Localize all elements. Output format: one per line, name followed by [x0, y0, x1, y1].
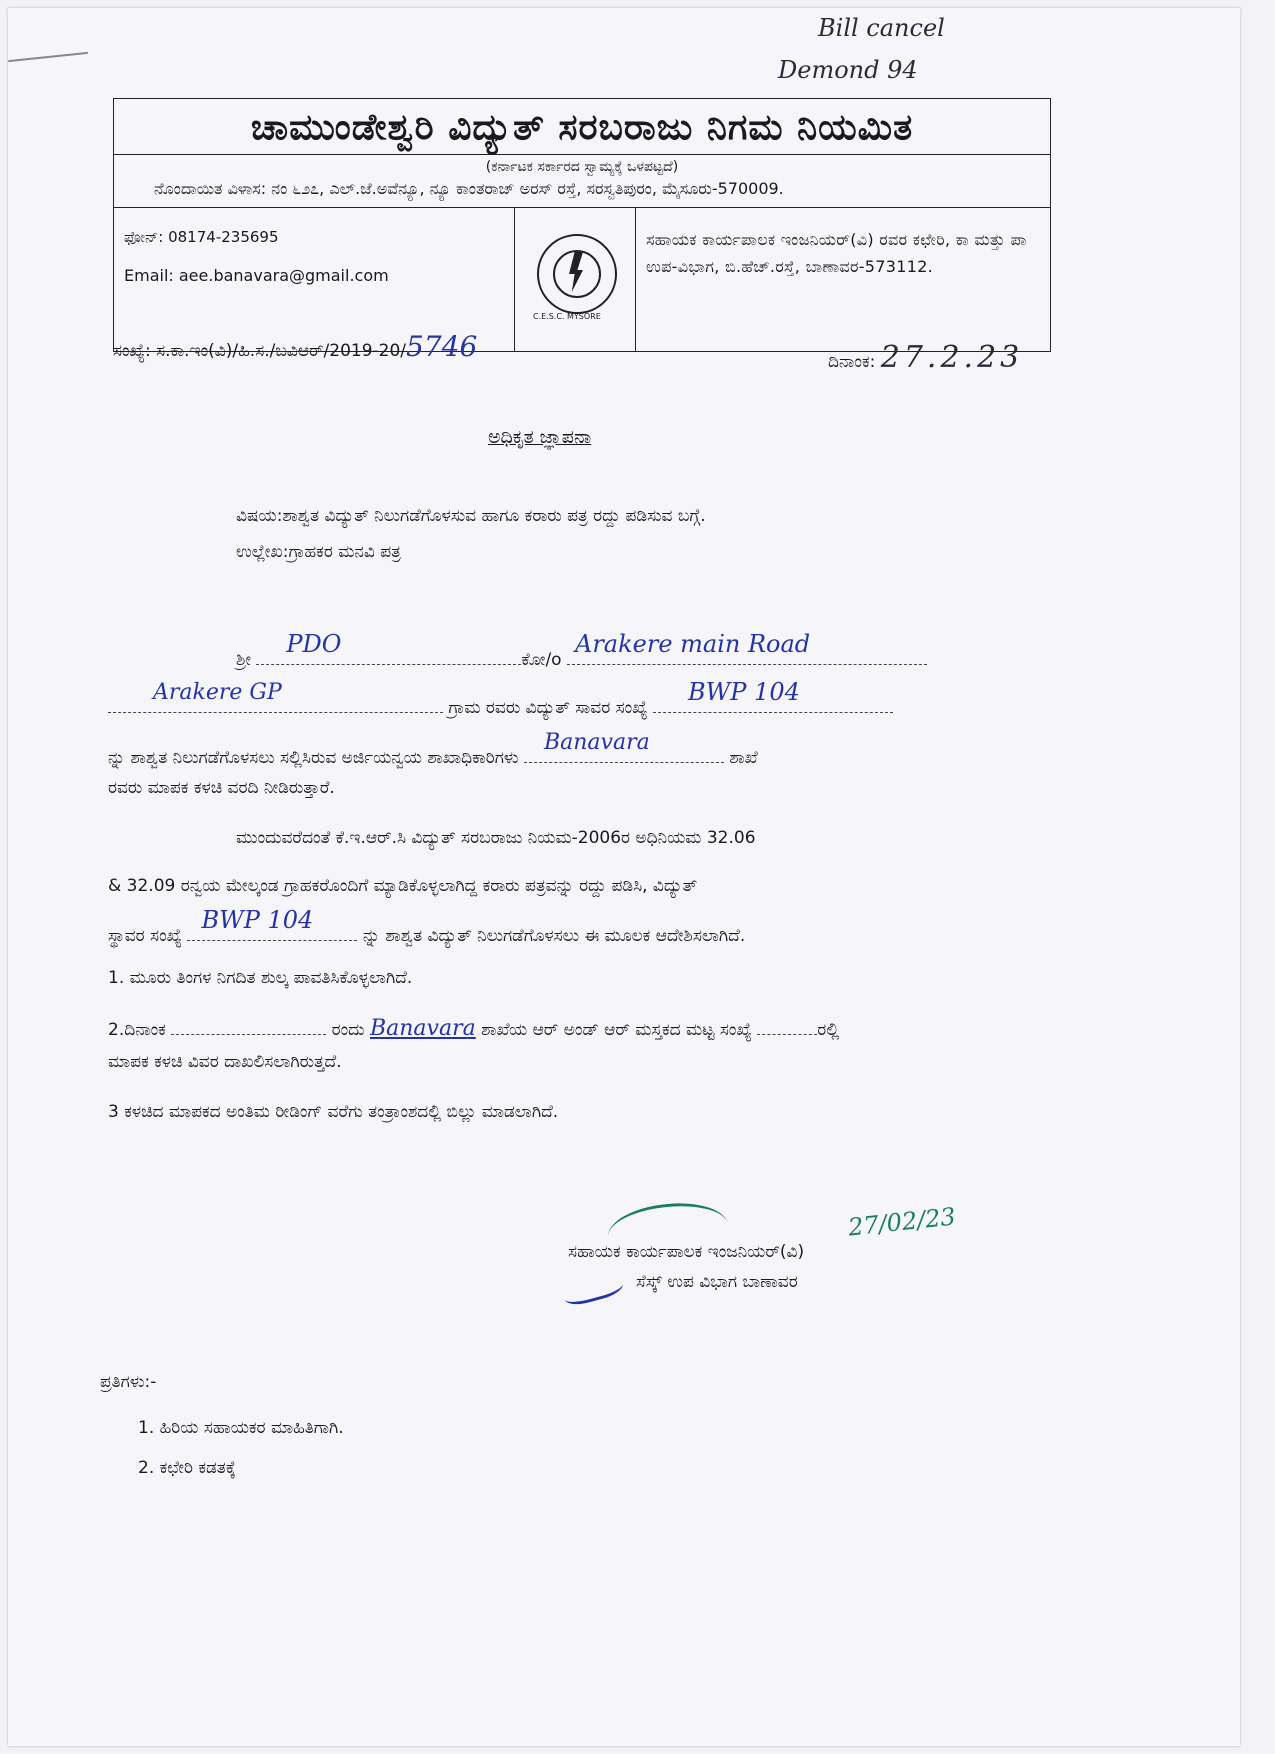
name-field [256, 630, 521, 665]
village-value: Arakere GP [153, 680, 282, 705]
point-2-mid: ರಂದು [331, 1020, 365, 1040]
village-suffix: ಗ್ರಾಮ ರವರು ವಿದ್ಯುತ್ ಸಾವರ ಸಂಖ್ಯೆ [448, 698, 648, 718]
paragraph-line3-prefix: ಸ್ಥಾವರ ಸಂಖ್ಯೆ [108, 926, 183, 946]
branch-field [524, 730, 724, 763]
company-name: ಚಾಮುಂಡೇಶ್ವರಿ ವಿದ್ಯುತ್ ಸರಬರಾಜು ನಿಗಮ ನಿಯಮಿತ [250, 107, 914, 148]
address-field [567, 630, 927, 665]
paragraph-installation-value: BWP 104 [201, 906, 314, 934]
signature-office: ಸೆಸ್ಕ್ ಉಪ ವಿಭಾಗ ಬಾಣಾವರ [636, 1272, 798, 1292]
point-2-prefix: 2.ದಿನಾಂಕ [108, 1020, 166, 1040]
signature-date: 27/02/23 [846, 1202, 957, 1242]
reference-number [113, 330, 477, 363]
memo-heading: ಅಧಿಕೃತ ಜ್ಞಾಪನಾ [488, 426, 592, 448]
reference-handwritten-number: 5746 [406, 330, 478, 363]
point-2-date-field [171, 1018, 326, 1035]
paragraph-line-2: & 32.09 ರನ್ವಯ ಮೇಲ್ಕಂಡ ಗ್ರಾಹಕರೊಂದಿಗೆ ಮ್ಯಾಡಿಕೊಳ್ಳಲಾಗಿದ್ದ ಕರಾರು ಪತ್ರವನ್ನು ರದ್ದು ಪಡಿಸಿ, ವಿದ್ಯುತ್ [108, 876, 698, 896]
initials-scribble [561, 1271, 625, 1309]
letterhead-address-row [114, 155, 1050, 208]
form-line-1 [236, 630, 927, 670]
email-address: Email: aee.banavara@gmail.com [124, 266, 389, 285]
copy-1: 1. ಹಿರಿಯ ಸಹಾಯಕರ ಮಾಹಿತಿಗಾಗಿ. [138, 1418, 344, 1438]
branch-suffix: ಶಾಖೆ [729, 748, 758, 768]
paragraph-line-1: ಮುಂದುವರೆದಂತೆ ಕೆ.ಇ.ಆರ್.ಸಿ ವಿದ್ಯುತ್ ಸರಬರಾಜು ನಿಯಮ-2006ರ ಅಧಿನಿಯಮ 32.06 [236, 828, 756, 848]
office-cell [636, 208, 1050, 351]
letterhead [113, 98, 1051, 352]
form-line-2 [108, 678, 893, 718]
date-block [828, 340, 1023, 375]
phone-number: ಫೋನ್: 08174-235695 [124, 228, 279, 246]
point-1: 1. ಮೂರು ತಿಂಗಳ ನಿಗದಿತ ಶುಲ್ಕ ಪಾವತಿಸಿಕೊಳ್ಳಲಾಗಿದೆ. [108, 968, 413, 988]
signature-designation: ಸಹಾಯಕ ಕಾರ್ಯಪಾಲಕ ಇಂಜನಿಯರ್(ವಿ) [568, 1242, 805, 1262]
point-2-suffix: ಶಾಖೆಯ ಆರ್ ಅಂಡ್ ಆರ್ ಮಸ್ತಕದ ಮಟ್ಟ ಸಂಖ್ಯೆ [481, 1020, 752, 1040]
logo-cell [515, 208, 636, 351]
corner-note-line2: Demond 94 [778, 56, 918, 84]
point-2-branch: Banavara [369, 1016, 476, 1041]
ko-label: ಕೋ/o [521, 650, 562, 670]
paragraph-line-3 [108, 906, 746, 946]
office-address: ಸಹಾಯಕ ಕಾರ್ಯಪಾಲಕ ಇಂಜನಿಯರ್(ವಿ) ರವರ ಕಛೇರಿ, ಕಾ ಮತ್ತು ಪಾ ಉಪ-ವಿಭಾಗ, ಬಿ.ಹೆಚ್.ರಸ್ತೆ, ಬಾಣಾವರ-573112. [646, 230, 1027, 276]
letterhead-title-row [114, 99, 1050, 155]
registered-address: ನೊಂದಾಯಿತ ವಿಳಾಸ: ನಂ ೬೨೭, ಎಲ್.ಜೆ.ಅವೆನ್ಯೂ, ನ್ಯೂ ಕಾಂತರಾಜ್ ಅರಸ್ ರಸ್ತೆ, ಸರಸ್ವತಿಪುರಂ, ಮೈಸೂರು-570009. [154, 179, 784, 198]
company-subtitle: (ಕರ್ನಾಟಕ ಸರ್ಕಾರದ ಸ್ವಾಮ್ಯಕ್ಕೆ ಒಳಪಟ್ಟದೆ) [485, 159, 679, 175]
copies-label: ಪ್ರತಿಗಳು:- [100, 1372, 157, 1392]
shri-label: ಶ್ರೀ [236, 650, 251, 670]
point-2-page-field [757, 1018, 817, 1035]
address-value: Arakere main Road [574, 630, 811, 658]
village-field [108, 680, 443, 713]
point-3: 3 ಕಳಚಿದ ಮಾಪಕದ ಅಂತಿಮ ರೀಡಿಂಗ್ ವರೆಗು ತಂತ್ರಾಂಶದಲ್ಲಿ ಬಿಲ್ಲು ಮಾಡಲಾಗಿದೆ. [108, 1102, 559, 1122]
staple-mark [8, 52, 88, 62]
subject-line: ವಿಷಯ:ಶಾಶ್ವತ ವಿದ್ಯುತ್ ನಿಲುಗಡೆಗೊಳಸುವ ಹಾಗೂ ಕರಾರು ಪತ್ರ ರದ್ದು ಪಡಿಸುವ ಬಗ್ಗೆ. [236, 506, 706, 526]
date-label: ದಿನಾಂಕ: [828, 352, 876, 372]
document-page [8, 8, 1240, 1746]
paragraph-installation-field [187, 906, 357, 941]
reference-line: ಉಲ್ಲೇಖ:ಗ್ರಾಹಕರ ಮನವಿ ಪತ್ರ [236, 542, 401, 562]
point-2 [108, 1016, 839, 1041]
line3-prefix: ನ್ನು ಶಾಶ್ವತ ನಿಲುಗಡೆಗೊಳಸಲು ಸಲ್ಲಿಸಿರುವ ಅರ್ಜಿಯನ್ವಯ ಶಾಖಾಧಿಕಾರಿಗಳು [108, 748, 519, 768]
company-logo-icon [537, 234, 617, 314]
reference-label: ಸಂಖ್ಯೆ: ಸ.ಕಾ.ಇಂ(ವಿ)/ಹಿ.ಸ./ಬವಿಆರ್/2019-20/ [113, 341, 407, 361]
installation-value: BWP 104 [687, 678, 800, 706]
branch-value: Banavara [543, 730, 650, 755]
form-line-4: ರವರು ಮಾಪಕ ಕಳಚಿ ವರದಿ ನೀಡಿರುತ್ತಾರೆ. [108, 778, 335, 798]
date-value: 27.2.23 [880, 340, 1024, 375]
installation-field [653, 678, 893, 713]
point-2-end: ರಲ್ಲಿ [817, 1020, 840, 1040]
point-2-line-2: ಮಾಪಕ ಕಳಚಿ ವಿವರ ದಾಖಲಿಸಲಾಗಿರುತ್ತದೆ. [108, 1052, 342, 1072]
form-line-3 [108, 730, 758, 768]
corner-note-line1: Bill cancel [818, 14, 945, 42]
paragraph-line3-suffix: ನ್ನು ಶಾಶ್ವತ ವಿದ್ಯುತ್ ನಿಲುಗಡೆಗೊಳಸಲು ಈ ಮೂಲಕ ಆದೇಶಿಸಲಾಗಿದೆ. [362, 926, 746, 946]
name-value: PDO [286, 630, 342, 658]
logo-text: C.E.S.C. MYSORE [533, 312, 601, 321]
copy-2: 2. ಕಛೇರಿ ಕಡತಕ್ಕೆ [138, 1458, 236, 1478]
